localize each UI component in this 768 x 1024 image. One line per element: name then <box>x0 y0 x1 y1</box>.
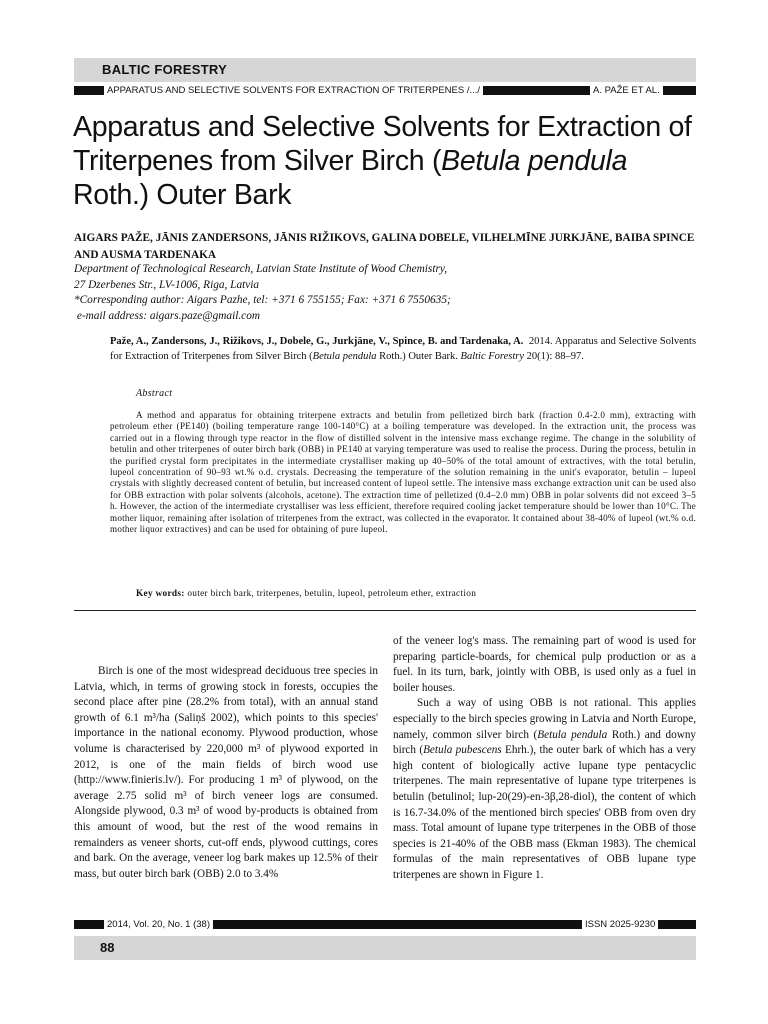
body-paragraph: of the veneer log's mass. The remaining part of wood is used for preparing particle-boards, for chemical pulp production or as a fuel. In its turn, bark, jointly with OBB, is used only as a fuel in boiler houses. <box>393 635 696 694</box>
running-head <box>74 84 696 97</box>
affiliation-line: 27 Dzerbenes Str., LV-1006, Riga, Latvia <box>74 278 260 291</box>
body-column-left <box>74 664 378 882</box>
abstract-heading: Abstract <box>136 388 173 399</box>
section-divider <box>74 610 696 611</box>
journal-header-bar <box>74 58 696 82</box>
journal-name: BALTIC FORESTRY <box>102 62 228 77</box>
abstract-text: A method and apparatus for obtaining triterpene extracts and betulin from pelletized birch bark (fraction 0.4-2.0 mm), extracting with petroleum ether (PE140) (boiling temperature range 100-140°C) at a boiling temperature was developed. In the extraction unit, the process was carried out in a flowing through type reactor in the flow of distilled solvent in the intensive mass exchange regime. The change in the solubility of betulin and other triterpenes of outer birch bark (OBB) in PE140 at varying temperature was used to realise the process. During the process, betulin in the purified crystal form precipitates in the intermediate crystalliser making up 40–50% of the total amount of extractives, with the total betulin, lupeol concentration of 90–93 wt.% o.d. crystals. Decreasing the temperature of the solution remaining in the unit's evaporator, betulin – lupeol crystals with slightly decreased content of betulin, but increased content of lupeol settle. The intensive mass exchange extraction unit can be used also for OBB extraction with polar solvents (alcohols, acetone). The extraction time of pelletized (0.4–2.0 mm) OBB in polar solvents did not exceed 3–5 h. However, the action of the intermediate crystalliser was less efficient, therefore required cooling jacket temperature should be lower than 10°C. The mother liquor, remaining after isolation of triterpenes from the extract, was collected in the evaporator. It contained about 38-40% of lupeol (wt.% o.d. mother liquor extractives) and can be used for obtaining of pure lupeol. <box>110 410 696 535</box>
citation-authors: Paže, A., Zandersons, J., Rižikovs, J., Dobele, G., Jurkjāne, V., Spince, B. and Tardenaka, A. <box>110 336 524 347</box>
keywords: Key words: outer birch bark, triterpenes, betulin, lupeol, petroleum ether, extraction <box>136 589 477 599</box>
citation: Paže, A., Zandersons, J., Rižikovs, J., Dobele, G., Jurkjāne, V., Spince, B. and Tardenaka, A. 2014. Apparatus and Selective Solvents for Extraction of Triterpenes from Silver Birch (Betula pendula Roth.) Outer Bark. Baltic Forestry 20(1): 88–97. <box>110 336 697 362</box>
issn: ISSN 2025-9230 <box>582 918 658 931</box>
body-paragraph: Birch is one of the most widespread deciduous tree species in Latvia, which, in terms of growing stock in forests, occupies the second place after pine (28.2% from total), with an annual stand growth of 6.1 m³/ha (Saliņš 2002), which points to this species' importance in the national economy. Plywood production, whose volume is characterised by 220,000 m³ of plywood exported in 2012, is one of the main fields of birch wood use (http://www.finieris.lv/). For producing 1 m³ of plywood, on the average 2.75 solid m³ of birch veneer logs are consumed. Alongside plywood, 0.3 m³ of wood by-products is obtained from this amount of wood, but the rest of the wood remains in remainders as veneer shorts, cut-off ends, plywood cuttings, cores and bark. On the average, veneer log bark makes up 12.5% of their mass, but outer birch bark (OBB) 2.0 to 3.4% <box>74 665 378 880</box>
author-list: AIGARS PAŽE, JĀNIS ZANDERSONS, JĀNIS RIŽIKOVS, GALINA DOBELE, VILHELMĪNE JURKJĀNE, BAIBA SPINCE AND AUSMA TARDENAKA <box>74 232 695 261</box>
keywords-label: Key words: <box>136 589 185 599</box>
running-title: APPARATUS AND SELECTIVE SOLVENTS FOR EXTRACTION OF TRITERPENES /.../ <box>104 84 483 97</box>
affiliation-line: Department of Technological Research, Latvian State Institute of Wood Chemistry, <box>74 263 448 275</box>
page-number: 88 <box>100 940 115 955</box>
body-column-right <box>393 634 696 884</box>
affiliation <box>74 262 696 324</box>
affiliation-line: *Corresponding author: Aigars Pazhe, tel: +371 6 755155; Fax: +371 6 7550635; <box>74 294 451 306</box>
article-title: Apparatus and Selective Solvents for Extraction of Triterpenes from Silver Birch (Betula pendula Roth.) Outer Bark <box>73 111 692 211</box>
footer-bar <box>74 918 696 931</box>
affiliation-line: e-mail address: aigars.paze@gmail.com <box>74 309 261 322</box>
body-paragraph: Such a way of using OBB is not rational. This applies especially to the birch species growing in Latvia and North Europe, namely, common silver birch (Betula pendula Roth.) and downy birch (Betula pubescens Ehrh.), the outer bark of which has a very high content of biologically active lupane type pentacyclic triterpenes. The main representative of lupane type triterpenes is betulin (betulinol; lup-20(29)-en-3β,28-diol), the content of which is 16.7-34.0% of the mentioned birch species' OBB from oven dry mass. Total amount of lupane type triterpenes in the OBB of those species is 21-40% of the OBB mass (Ekman 1983). The chemical formulas of the main representatives of OBB lupane type triterpenes are shown in Figure 1. <box>393 697 697 881</box>
citation-journal: Baltic Forestry <box>460 351 525 362</box>
issue-info: 2014, Vol. 20, No. 1 (38) <box>104 918 213 931</box>
running-authors: A. PAŽE ET AL. <box>590 84 663 97</box>
page-number-bar <box>74 936 696 960</box>
